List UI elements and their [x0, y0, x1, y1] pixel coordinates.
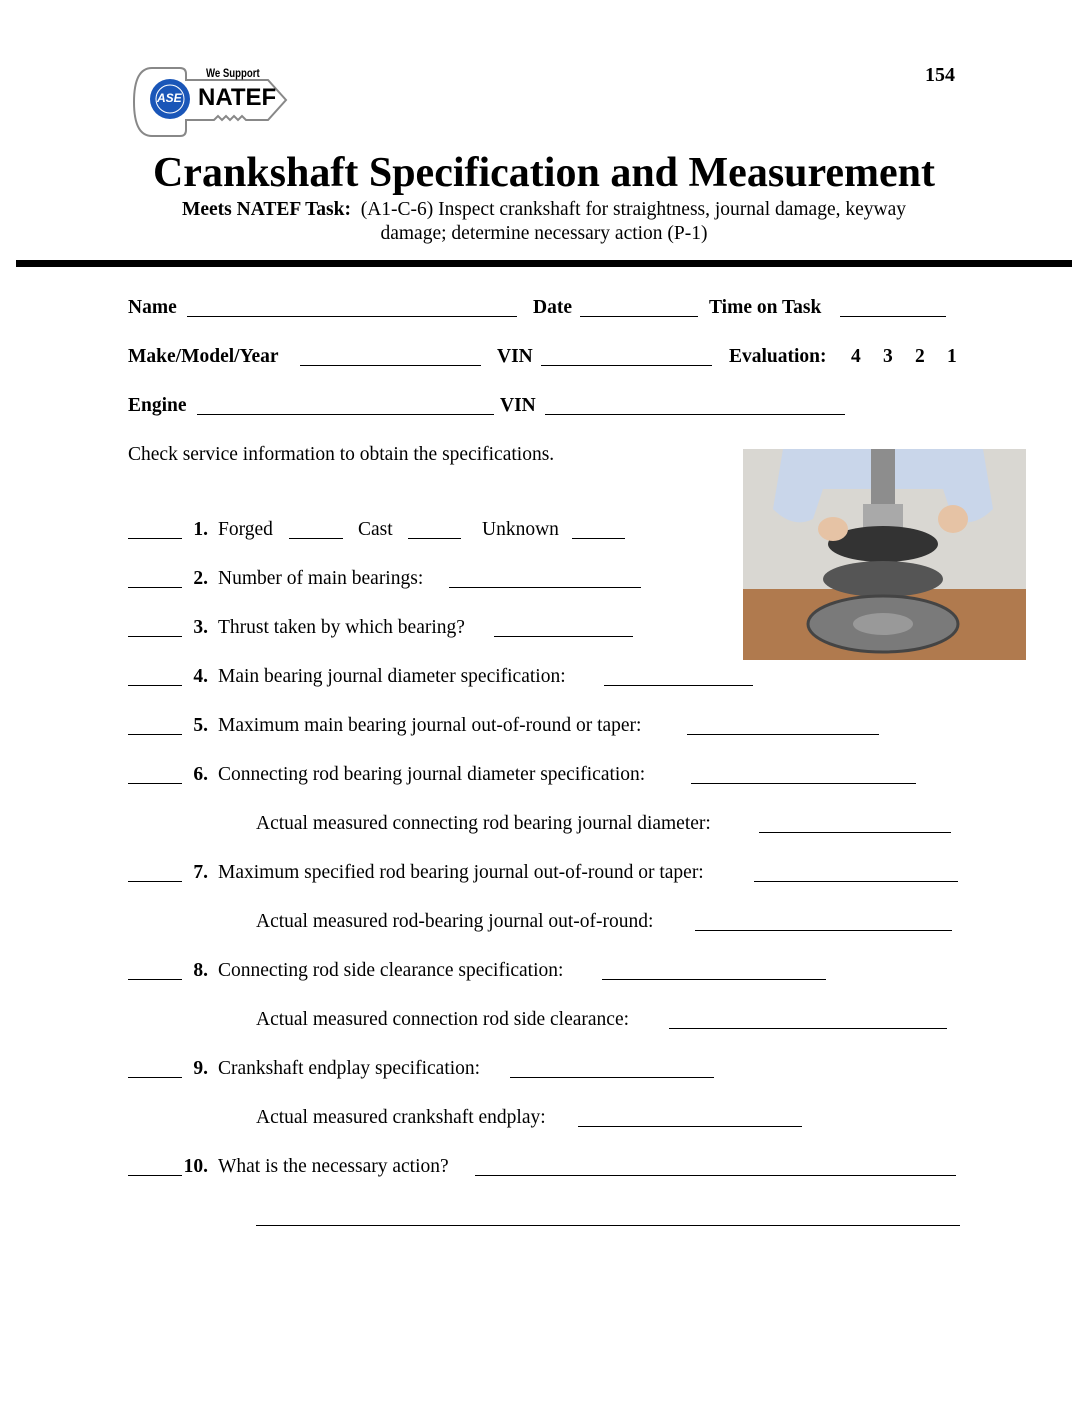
make-model-year-field[interactable] — [300, 365, 481, 366]
item-1-cast-label: Cast — [358, 519, 393, 540]
item-8-actual-field[interactable] — [669, 1028, 947, 1029]
item-1-answer-field-3[interactable] — [572, 538, 625, 539]
evaluation-score-4[interactable]: 4 — [851, 346, 861, 367]
evaluation-label: Evaluation: — [729, 346, 827, 367]
instruction-text: Check service information to obtain the specifications. — [128, 444, 555, 465]
item-8-number: 8. — [193, 960, 208, 981]
item-6-actual-label: Actual measured connecting rod bearing journal diameter: — [256, 813, 711, 834]
evaluation-score-2[interactable]: 2 — [915, 346, 925, 367]
item-7-number: 7. — [193, 862, 208, 883]
item-5-number: 5. — [193, 715, 208, 736]
vin-label: VIN — [497, 346, 533, 367]
item-3-number: 3. — [193, 617, 208, 638]
item-4-label: Main bearing journal diameter specification: — [218, 666, 566, 687]
item-6-number: 6. — [193, 764, 208, 785]
item-10-number: 10. — [183, 1156, 208, 1177]
item-5-label: Maximum main bearing journal out-of-round or taper: — [218, 715, 642, 736]
item-3-label: Thrust taken by which bearing? — [218, 617, 465, 638]
task-label: Meets NATEF Task: — [181, 199, 351, 220]
engine-label: Engine — [128, 395, 187, 416]
engine-field[interactable] — [197, 414, 494, 415]
header-row-2 — [0, 345, 1088, 369]
time-on-task-label: Time on Task — [709, 297, 822, 318]
logo-badge: ASE — [157, 91, 182, 105]
header-row-1 — [0, 296, 1088, 320]
natef-logo — [130, 62, 292, 142]
item-4-answer-field[interactable] — [604, 685, 753, 686]
item-1-label: Forged — [218, 519, 273, 540]
date-label: Date — [533, 297, 572, 318]
logo-top-text: We Support — [206, 66, 260, 80]
vin2-label: VIN — [500, 395, 536, 416]
header-divider — [16, 260, 1072, 267]
vin-field[interactable] — [541, 365, 712, 366]
item-1-answer-field[interactable] — [289, 538, 343, 539]
item-1-number: 1. — [193, 519, 208, 540]
item-8-label: Connecting rod side clearance specification: — [218, 960, 564, 981]
date-field[interactable] — [580, 316, 698, 317]
task-line2: damage; determine necessary action (P-1) — [380, 223, 708, 244]
item-3-answer-field[interactable] — [494, 636, 633, 637]
item-1-unknown-label: Unknown — [482, 519, 559, 540]
evaluation-score-1[interactable]: 1 — [947, 346, 957, 367]
item-5-answer-field[interactable] — [687, 734, 879, 735]
header-row-3 — [0, 394, 1088, 418]
item-6-actual-field[interactable] — [759, 832, 951, 833]
item-9-actual-field[interactable] — [578, 1126, 802, 1127]
item-1-answer-field-2[interactable] — [408, 538, 461, 539]
crankshaft-measurement-photo — [743, 449, 1026, 660]
name-label: Name — [128, 297, 177, 318]
item-7-actual-label: Actual measured rod-bearing journal out-of-round: — [256, 911, 654, 932]
task-description — [0, 198, 1088, 222]
task-line1: (A1-C-6) Inspect crankshaft for straightness, journal damage, keyway — [360, 199, 907, 220]
item-2-number: 2. — [193, 568, 208, 589]
item-6-label: Connecting rod bearing journal diameter specification: — [218, 764, 646, 785]
item-9-number: 9. — [193, 1058, 208, 1079]
make-model-year-label: Make/Model/Year — [128, 346, 279, 367]
item-4-number: 4. — [193, 666, 208, 687]
logo-main-text: NATEF — [198, 84, 277, 111]
time-on-task-field[interactable] — [840, 316, 946, 317]
item-10-answer-field[interactable] — [475, 1175, 956, 1176]
item-7-actual-field[interactable] — [695, 930, 952, 931]
name-field[interactable] — [187, 316, 517, 317]
item-8-actual-label: Actual measured connection rod side clearance: — [256, 1009, 630, 1030]
item-10-label: What is the necessary action? — [218, 1156, 449, 1177]
item-9-answer-field[interactable] — [510, 1077, 714, 1078]
item-8-answer-field[interactable] — [602, 979, 826, 980]
item-7-label: Maximum specified rod bearing journal out-of-round or taper: — [218, 862, 704, 883]
item-6-answer-field[interactable] — [691, 783, 916, 784]
page-title: Crankshaft Specification and Measurement — [152, 150, 936, 196]
item-9-label: Crankshaft endplay specification: — [218, 1058, 481, 1079]
item-9-actual-label: Actual measured crankshaft endplay: — [256, 1107, 546, 1128]
item-2-answer-field[interactable] — [449, 587, 641, 588]
item-7-answer-field[interactable] — [754, 881, 958, 882]
item-10-answer-field-line2[interactable] — [256, 1225, 960, 1226]
page-number: 154 — [925, 64, 955, 86]
item-2-label: Number of main bearings: — [218, 568, 424, 589]
vin2-field[interactable] — [545, 414, 845, 415]
evaluation-score-3[interactable]: 3 — [883, 346, 893, 367]
